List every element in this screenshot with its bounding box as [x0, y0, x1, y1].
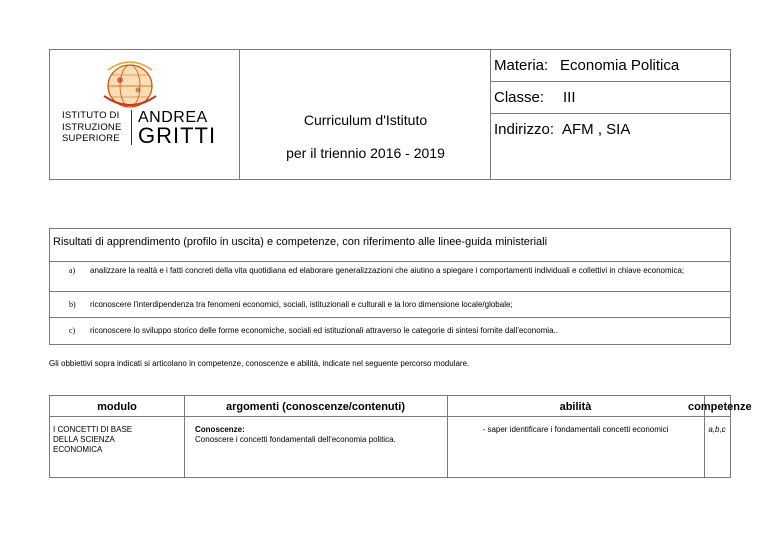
header-modulo: modulo [50, 396, 184, 417]
item-letter: b) [69, 300, 76, 309]
logo-name-bottom: GRITTI [138, 123, 217, 148]
risultati-heading: Risultati di apprendimento (profilo in uscita) e competenze, con riferimento alle linee-guida ministeriali [50, 229, 730, 262]
risultati-item [50, 318, 730, 344]
module-table [49, 395, 752, 478]
item-text: riconoscere lo sviluppo storico delle forme economiche, sociali ed istituzionali attraverso le categorie di sintesi fornite dall'economia.. [90, 326, 558, 335]
classe-value: III [563, 89, 576, 106]
cell-modulo: I CONCETTI DI BASE DELLA SCIENZA ECONOMICA [53, 425, 133, 454]
header-argomenti: argomenti (conoscenze/contenuti) [184, 396, 447, 417]
school-logo-cell [50, 50, 240, 179]
indirizzo-value: AFM , SIA [562, 121, 631, 138]
logo-left-text [62, 110, 122, 145]
curriculum-title: Curriculum d'Istituto [303, 112, 428, 128]
item-letter: c) [69, 326, 76, 335]
header-abilita: abilità [447, 396, 704, 417]
argomenti-title: Conoscenze: [195, 425, 245, 434]
col-competenze [688, 396, 752, 477]
logo-line: ISTITUTO DI [62, 110, 120, 121]
globe-emblem-icon [94, 58, 164, 112]
logo-line: ISTRUZIONE [62, 121, 122, 133]
classe-row [491, 82, 730, 114]
risultati-item [50, 262, 730, 292]
intro-text: Gli obbiettivi sopra indicati si articolano in competenze, conoscenze e abilità, indicate nel seguente percorso modulare. [49, 359, 470, 368]
triennio-title: per il triennio 2016 - 2019 [286, 145, 445, 161]
document-header [49, 49, 731, 180]
risultati-box [49, 228, 731, 345]
logo-divider [131, 110, 132, 145]
cell-abilita: - saper identificare i fondamentali concetti economici [482, 425, 669, 434]
indirizzo-row [491, 114, 730, 178]
item-text: analizzare la realtà e i fatti concreti della vita quotidiana ed elaborare generalizzazioni che aiutino a spiegare i comportamenti individuali e collettivi in chiave economica; [90, 266, 685, 275]
classe-label: Classe: [494, 89, 545, 106]
subject-info [491, 50, 730, 179]
item-letter: a) [69, 266, 76, 275]
materia-row [491, 50, 730, 82]
argomenti-text: Conoscere i concetti fondamentali dell'economia politica. [195, 435, 396, 444]
item-text: riconoscere l'interdipendenza tra fenomeni economici, sociali, istituzionali e culturali e la loro dimensione locale/globale; [90, 300, 513, 309]
cell-argomenti [195, 425, 415, 445]
header-competenze-underline [704, 396, 730, 417]
materia-value: Economia Politica [560, 57, 680, 74]
indirizzo-label: Indirizzo: [494, 121, 555, 138]
logo-line: SUPERIORE [62, 133, 120, 144]
cell-competenze: a,b,c [708, 425, 726, 434]
logo-name-top: ANDREA [138, 109, 208, 126]
col-argomenti [184, 396, 448, 477]
title-cell [240, 50, 491, 179]
header-competenze: competenze [688, 401, 752, 413]
col-modulo [50, 396, 185, 477]
risultati-item [50, 292, 730, 318]
col-abilita [447, 396, 705, 477]
materia-label: Materia: [494, 57, 549, 74]
